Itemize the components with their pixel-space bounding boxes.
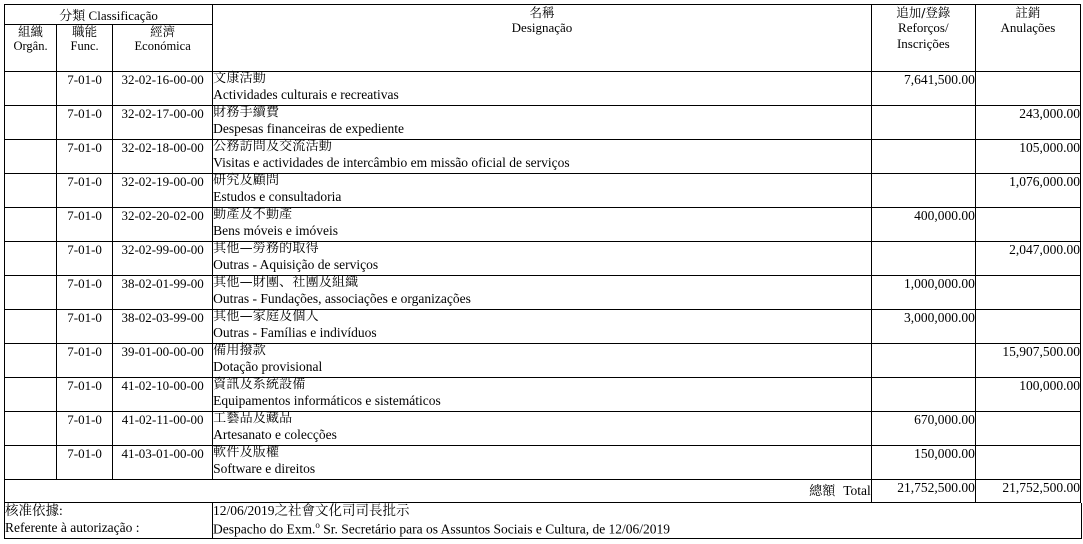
cell-org xyxy=(5,378,57,412)
cell-designation xyxy=(213,344,872,378)
header-cancellation-cn: 註銷 xyxy=(1015,5,1041,20)
authorization-label: Referente à autorização : xyxy=(5,519,140,535)
table-header-row-1 xyxy=(5,5,1081,25)
cell-func: 7-01-0 xyxy=(57,276,113,310)
total-row xyxy=(5,480,1081,503)
designation-cn: 工藝品及藏品 xyxy=(213,411,293,426)
cell-cancellation xyxy=(975,446,1080,480)
authorization-value-sup: o xyxy=(315,519,320,530)
cell-org xyxy=(5,72,57,106)
cell-cancellation xyxy=(975,208,1080,242)
designation-cn: 財務手續費 xyxy=(213,105,280,120)
cell-reinforcement xyxy=(871,378,975,412)
cell-func: 7-01-0 xyxy=(57,242,113,276)
footer-table xyxy=(4,503,1082,539)
cell-org xyxy=(5,242,57,276)
header-func xyxy=(57,25,113,72)
designation-pt: Despesas financeiras de expediente xyxy=(213,120,404,136)
cell-func: 7-01-0 xyxy=(57,344,113,378)
total-label xyxy=(5,480,872,503)
designation-pt: Bens móveis e imóveis xyxy=(213,222,339,238)
table-row xyxy=(5,72,1081,106)
footer-values xyxy=(213,503,1082,539)
cell-designation xyxy=(213,412,872,446)
cell-cancellation: 100,000.00 xyxy=(975,378,1080,412)
cell-func: 7-01-0 xyxy=(57,208,113,242)
designation-cn: 備用撥款 xyxy=(213,343,266,358)
header-designation xyxy=(213,5,872,72)
cell-designation xyxy=(213,242,872,276)
cell-designation xyxy=(213,140,872,174)
table-row xyxy=(5,140,1081,174)
table-row xyxy=(5,208,1081,242)
cell-reinforcement xyxy=(871,344,975,378)
cell-econ: 41-03-01-00-00 xyxy=(113,446,213,480)
cell-reinforcement: 1,000,000.00 xyxy=(871,276,975,310)
designation-cn: 其他—勞務的取得 xyxy=(213,241,319,256)
table-row xyxy=(5,174,1081,208)
cell-org xyxy=(5,446,57,480)
cell-org xyxy=(5,344,57,378)
header-func-cn: 職能 xyxy=(72,24,98,39)
cell-reinforcement xyxy=(871,242,975,276)
cell-func: 7-01-0 xyxy=(57,446,113,480)
total-label-cn: 總額 xyxy=(809,484,836,499)
cell-reinforcement: 400,000.00 xyxy=(871,208,975,242)
header-reinforcement-cn: 追加/登錄 xyxy=(896,5,951,20)
cell-econ: 32-02-99-00-00 xyxy=(113,242,213,276)
table-row xyxy=(5,344,1081,378)
footer-labels xyxy=(5,503,213,539)
cell-reinforcement xyxy=(871,106,975,140)
authorization-value-post: Sr. Secretário para os Assuntos Sociais e Cultura, de 12/06/2019 xyxy=(319,521,671,537)
table-row xyxy=(5,378,1081,412)
cell-reinforcement: 3,000,000.00 xyxy=(871,310,975,344)
cell-cancellation xyxy=(975,72,1080,106)
cell-func: 7-01-0 xyxy=(57,378,113,412)
table-row xyxy=(5,310,1081,344)
header-cancellation xyxy=(975,5,1080,72)
cell-cancellation: 105,000.00 xyxy=(975,140,1080,174)
cell-cancellation: 15,907,500.00 xyxy=(975,344,1080,378)
cell-designation xyxy=(213,310,872,344)
designation-cn: 研究及顧問 xyxy=(213,173,280,188)
header-org-cn: 組織 xyxy=(18,24,44,39)
cell-econ: 32-02-17-00-00 xyxy=(113,106,213,140)
designation-cn: 資訊及系統設備 xyxy=(213,377,306,392)
designation-pt: Dotação provisional xyxy=(213,358,323,374)
header-org-pt: Orgân. xyxy=(13,39,48,54)
cell-func: 7-01-0 xyxy=(57,412,113,446)
designation-cn: 公務訪問及交流活動 xyxy=(213,139,332,154)
budget-table xyxy=(4,4,1081,503)
designation-cn: 動產及不動產 xyxy=(213,207,293,222)
cell-func: 7-01-0 xyxy=(57,174,113,208)
cell-econ: 32-02-16-00-00 xyxy=(113,72,213,106)
cell-org xyxy=(5,208,57,242)
header-econ xyxy=(113,25,213,72)
cell-econ: 41-02-11-00-00 xyxy=(113,412,213,446)
cell-reinforcement xyxy=(871,174,975,208)
cell-org xyxy=(5,276,57,310)
table-row xyxy=(5,242,1081,276)
header-reinforcement-pt2: Inscrições xyxy=(896,35,950,51)
table-row xyxy=(5,276,1081,310)
cell-econ: 32-02-18-00-00 xyxy=(113,140,213,174)
designation-cn: 其他—財團、社團及組織 xyxy=(213,275,359,290)
approval-value: 12/06/2019之社會文化司司長批示 xyxy=(213,503,410,518)
header-func-pt: Func. xyxy=(70,39,99,54)
table-row xyxy=(5,412,1081,446)
cell-econ: 32-02-19-00-00 xyxy=(113,174,213,208)
designation-pt: Artesanato e colecções xyxy=(213,426,337,442)
cell-cancellation xyxy=(975,310,1080,344)
total-label-pt: Total xyxy=(843,483,871,498)
footer-row xyxy=(5,503,1082,539)
cell-org xyxy=(5,310,57,344)
cell-designation xyxy=(213,446,872,480)
cell-econ: 41-02-10-00-00 xyxy=(113,378,213,412)
designation-pt: Estudos e consultadoria xyxy=(213,188,342,204)
cell-designation xyxy=(213,378,872,412)
cell-reinforcement: 7,641,500.00 xyxy=(871,72,975,106)
header-econ-cn: 經濟 xyxy=(150,24,176,39)
cell-designation xyxy=(213,106,872,140)
designation-pt: Outras - Aquisição de serviços xyxy=(213,256,379,272)
cell-org xyxy=(5,412,57,446)
authorization-value xyxy=(213,520,1081,538)
cell-org xyxy=(5,174,57,208)
budget-document xyxy=(0,4,1083,544)
cell-econ: 39-01-00-00-00 xyxy=(113,344,213,378)
header-econ-pt: Económica xyxy=(134,39,191,54)
designation-pt: Equipamentos informáticos e sistemáticos xyxy=(213,392,441,408)
cell-reinforcement: 670,000.00 xyxy=(871,412,975,446)
cell-cancellation xyxy=(975,412,1080,446)
total-reinforcement: 21,752,500.00 xyxy=(871,480,975,503)
cell-org xyxy=(5,140,57,174)
cell-func: 7-01-0 xyxy=(57,106,113,140)
cell-designation xyxy=(213,72,872,106)
cell-designation xyxy=(213,276,872,310)
cell-cancellation: 2,047,000.00 xyxy=(975,242,1080,276)
header-reinforcement xyxy=(871,5,975,72)
cell-reinforcement xyxy=(871,140,975,174)
designation-pt: Software e direitos xyxy=(213,460,316,476)
cell-cancellation: 243,000.00 xyxy=(975,106,1080,140)
authorization-value-pre: Despacho do Exm. xyxy=(213,521,316,537)
designation-cn: 軟件及版權 xyxy=(213,445,280,460)
cell-cancellation: 1,076,000.00 xyxy=(975,174,1080,208)
designation-cn: 其他—家庭及個人 xyxy=(213,309,319,324)
cell-designation xyxy=(213,208,872,242)
cell-econ: 32-02-20-02-00 xyxy=(113,208,213,242)
designation-pt: Outras - Famílias e indivíduos xyxy=(213,324,377,340)
designation-pt: Outras - Fundações, associações e organizações xyxy=(213,290,471,306)
header-org xyxy=(5,25,57,72)
table-row xyxy=(5,446,1081,480)
designation-pt: Actividades culturais e recreativas xyxy=(213,86,399,102)
approval-label: 核准依據: xyxy=(5,503,63,518)
header-reinforcement-pt1: Reforços/ xyxy=(898,20,949,35)
designation-pt: Visitas e actividades de intercâmbio em missão oficial de serviços xyxy=(213,154,570,170)
cell-func: 7-01-0 xyxy=(57,310,113,344)
cell-func: 7-01-0 xyxy=(57,72,113,106)
total-cancellation: 21,752,500.00 xyxy=(975,480,1080,503)
cell-econ: 38-02-03-99-00 xyxy=(113,310,213,344)
cell-reinforcement: 150,000.00 xyxy=(871,446,975,480)
header-designation-cn: 名稱 xyxy=(529,5,555,20)
designation-cn: 文康活動 xyxy=(213,71,266,86)
cell-econ: 38-02-01-99-00 xyxy=(113,276,213,310)
header-cancellation-pt: Anulações xyxy=(1000,20,1056,35)
cell-func: 7-01-0 xyxy=(57,140,113,174)
table-body xyxy=(5,72,1081,480)
table-row xyxy=(5,106,1081,140)
header-classification-group: 分類 Classificação xyxy=(5,5,213,25)
header-designation-pt: Designação xyxy=(511,20,573,35)
cell-designation xyxy=(213,174,872,208)
cell-cancellation xyxy=(975,276,1080,310)
cell-org xyxy=(5,106,57,140)
